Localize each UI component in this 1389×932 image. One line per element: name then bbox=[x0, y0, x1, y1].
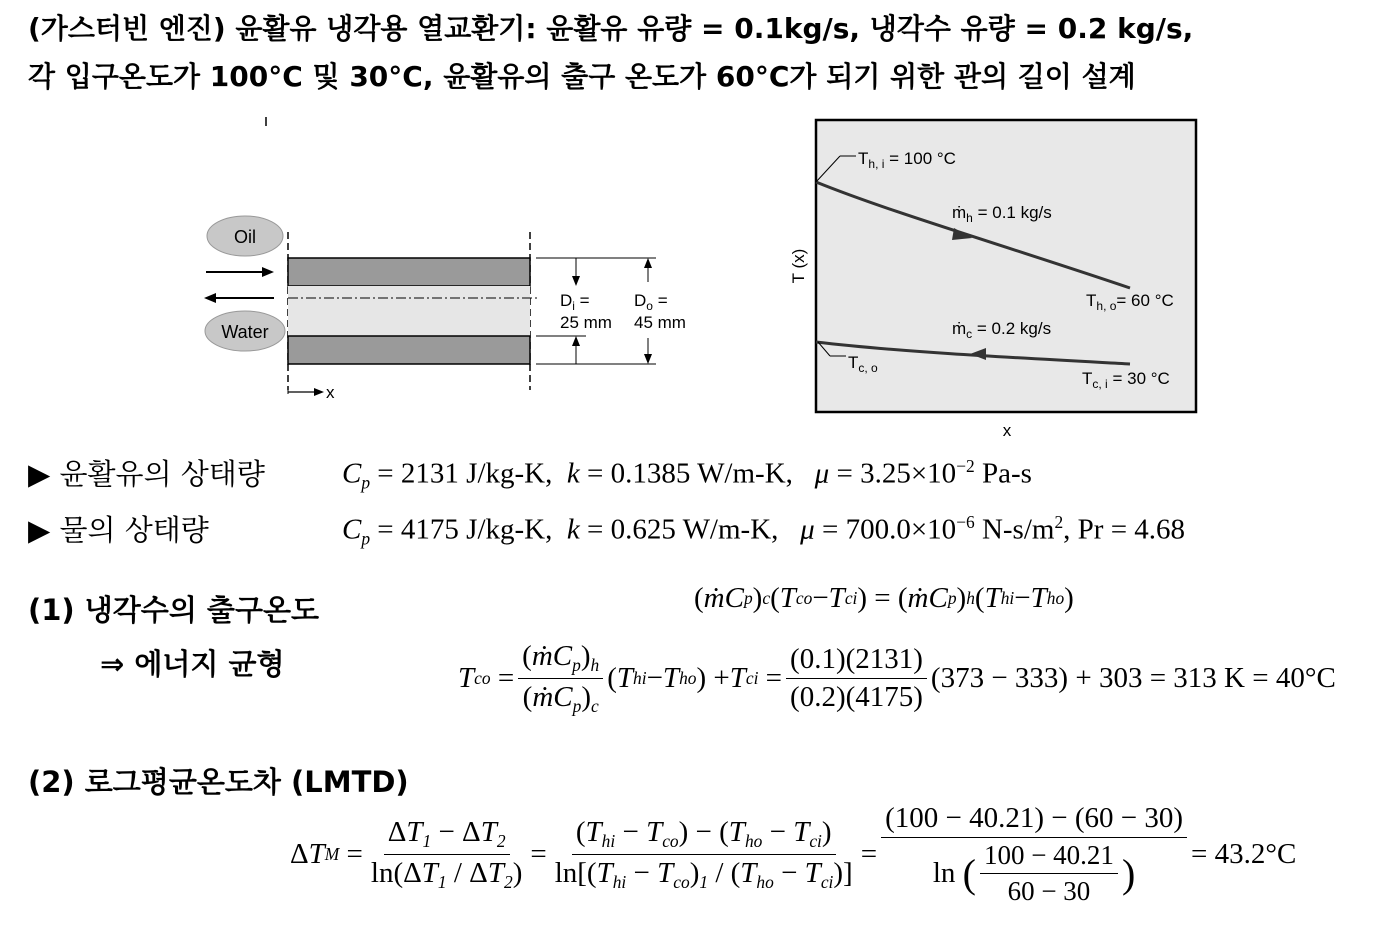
section-1-title: (1) 냉각수의 출구온도 bbox=[28, 593, 319, 627]
tho-sub: h, o bbox=[1096, 299, 1117, 313]
svg-text:Di =: $D_i$ = bbox=[560, 291, 590, 313]
water-props-equation: $C_p = 4175$ J/kg-K, k = 0.625 W/m-K, $\mu = 700.0\times 10^{-6}$ $N-s/m^2$, Pr = 4.68 bbox=[342, 512, 1186, 549]
tci-symbol: T bbox=[1082, 369, 1093, 388]
do-value: 45 mm bbox=[634, 313, 686, 332]
thi-sub: h, i bbox=[868, 157, 885, 171]
water-label: Water bbox=[221, 322, 269, 342]
eq2-numerator: (100 − 40.21) − (60 − 30) bbox=[881, 802, 1187, 838]
tube-diagram bbox=[190, 112, 710, 412]
thi-value: = 100 °C bbox=[884, 149, 956, 168]
lmtd-equation: Δ T M = $\frac{\Delta T_1 - \Delta T_2}{\ln(\Delta T_1 / \Delta T_2)}$ = $\frac{(T_{hi} - T_{co}) - (T_{ho} - T_{ci})}{\ln[(T_{hi} - T_{co})_1 / (T_{ho} - T_{ci})]}$ = (100 − 40.21) − (60 − 30) ln ( $\frac{100 - 40.21}{60 - 30}$ ) = 43.2°C bbox=[290, 802, 1297, 906]
eq2-inner-denominator: 60 − 30 bbox=[1007, 876, 1091, 906]
tci-value: = 30 °C bbox=[1107, 369, 1170, 388]
y-axis-label: T (x) bbox=[789, 248, 808, 284]
eq1-result: (373 − 333) + 303 = 313 K = 40°C bbox=[930, 662, 1336, 695]
thi-symbol: T bbox=[858, 149, 869, 168]
title-line-2: 각 입구온도가 100°C 및 30°C, 윤활유의 출구 온도가 60°C가 되기 위한 관의 길이 설계 bbox=[28, 60, 1136, 93]
water-props-label: ▶ 물의 상태량 bbox=[28, 513, 209, 547]
eq2-inner-numerator: 100 − 40.21 bbox=[980, 840, 1118, 874]
title-line-1: (가스터빈 엔진) 윤활유 냉각용 열교환기: 윤활유 유량 = 0.1kg/s, 냉각수 유량 = 0.2 kg/s, bbox=[28, 12, 1194, 45]
di-symbol: D bbox=[560, 291, 573, 310]
eq1-denominator: (0.2)(4175) bbox=[790, 681, 923, 714]
mc-value: = 0.2 kg/s bbox=[972, 319, 1052, 338]
section-2-title: (2) 로그평균온도차 (LMTD) bbox=[28, 765, 409, 799]
eq2-result: = 43.2°C bbox=[1191, 838, 1297, 870]
energy-balance-equation: ( ṁC p ) c ( T co − T ci ) = ( ṁC p ) h ( T hi − T ho ) bbox=[694, 582, 1074, 614]
outlet-temp-equation: T co = $\frac{(ṁC_p)_h}{(ṁC_p)_c}$ ( T hi − T ho ) + T ci = $\frac{(0.1)(2131)}{(0.2)(4175)}$ (373 − 333) + 303 = 313 K = 40°C bbox=[458, 640, 1336, 717]
oil-props-label: ▶ 윤활유의 상태량 bbox=[28, 457, 265, 491]
di-sub: i bbox=[572, 299, 575, 313]
mc-symbol: ṁ bbox=[952, 319, 967, 338]
svg-text:Do =: $D_o$ = bbox=[634, 291, 668, 313]
tco-symbol: T bbox=[848, 353, 859, 372]
tho-symbol: T bbox=[1086, 291, 1097, 310]
x-axis-label-left: x bbox=[326, 383, 335, 402]
mh-symbol: ṁ bbox=[952, 203, 967, 222]
tci-sub: c, i bbox=[1092, 377, 1108, 391]
mh-sub: h bbox=[966, 211, 973, 225]
tco-sub: c, o bbox=[858, 361, 878, 375]
mh-value: = 0.1 kg/s bbox=[972, 203, 1052, 222]
temperature-chart bbox=[780, 112, 1220, 442]
oil-props-equation: $C_p = 2131$ J/kg-K, k = 0.1385 W/m-K, $\mu = 3.25\times 10^{-2}$ Pa-s bbox=[342, 456, 1032, 493]
x-axis-label: x bbox=[1002, 421, 1012, 440]
section-1-subtitle: ⇒ 에너지 균형 bbox=[100, 647, 285, 681]
tho-value: = 60 °C bbox=[1116, 291, 1174, 310]
oil-label: Oil bbox=[234, 227, 256, 247]
do-sub: o bbox=[646, 299, 653, 313]
do-symbol: D bbox=[634, 291, 647, 310]
mc-sub: c bbox=[966, 327, 973, 341]
eq1-numerator: (0.1)(2131) bbox=[786, 643, 927, 679]
di-value: 25 mm bbox=[560, 313, 612, 332]
